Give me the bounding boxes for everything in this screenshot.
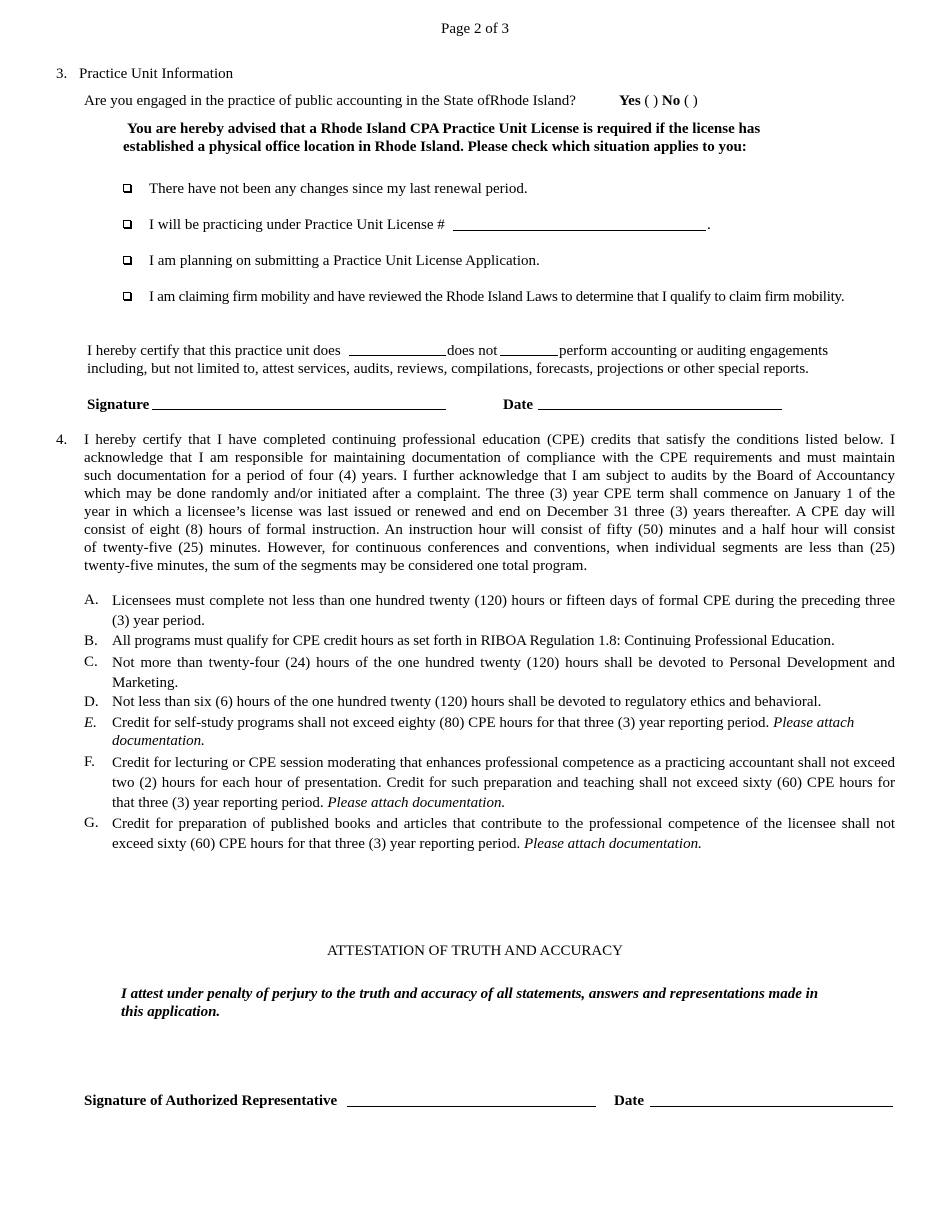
authorized-date-label: Date [614, 1093, 644, 1109]
section3-title: Practice Unit Information [79, 66, 234, 82]
certify-does-field[interactable] [349, 355, 446, 356]
cpe-item-text: Credit for preparation of published books and articles that contribute to the professional competence of the licensee shall not exceed sixty (60) CPE hours for that three (3) year reporting period. [112, 816, 895, 852]
section4-line: acknowledge that I am responsible for maintaining documentation of compliance with the CPE requirements and must maintain [84, 450, 895, 466]
advisory-line-2: established a physical office location in Rhode Island. Please check which situation applies to you: [123, 139, 747, 155]
section4-line: which may be done randomly and/or initiated after a complaint. The three (3) year CPE term shall commence on January 1 of the [84, 486, 895, 502]
signature-label: Signature [87, 397, 150, 413]
section4-number: 4. [56, 432, 68, 448]
section4-line: such documentation for a period of four (4) years. I further acknowledge that I am subject to audits by the Board of Accountancy [84, 468, 895, 484]
cpe-item-letter: A. [84, 592, 99, 608]
authorized-date-field[interactable] [650, 1106, 893, 1107]
attestation-title: ATTESTATION OF TRUTH AND ACCURACY [326, 943, 624, 959]
date-label: Date [503, 397, 533, 413]
cpe-item-letter: B. [84, 633, 98, 649]
certify-perform-label: perform accounting or auditing engagements [559, 343, 829, 359]
section4-line: of twenty-five (25) minutes. However, for continuous conferences and conventions, when individual segments are less than (25) [84, 540, 895, 556]
section4-paragraph [84, 431, 895, 575]
cpe-item-text: Not more than twenty-four (24) hours of the one hundred twenty (120) hours shall be devoted to Personal Development and Marketing. [112, 655, 895, 691]
cpe-item-body [112, 714, 895, 750]
yes-no-choice[interactable] [619, 92, 698, 110]
section4-line: twenty-five minutes, the sum of the segments may be considered one total program. [84, 558, 588, 574]
certify-does-not-label: does not [447, 343, 498, 359]
cpe-item-text: Credit for self-study programs shall not exceed eighty (80) CPE hours for that three (3) year reporting period. [112, 715, 770, 731]
yes-checkbox[interactable]: ( ) [644, 93, 659, 109]
option-application-checkbox[interactable] [123, 256, 131, 264]
authorized-signature-label: Signature of Authorized Representative [84, 1093, 338, 1109]
certify-does-not-field[interactable] [500, 355, 558, 356]
certify-line-2: including, but not limited to, attest services, audits, reviews, compilations, forecasts, projections or other special reports. [87, 361, 809, 377]
option-firm-mobility-label: I am claiming firm mobility and have reviewed the Rhode Island Laws to determine that I qualify to claim firm mobility. [149, 289, 845, 305]
attestation-line-2: this application. [121, 1004, 221, 1020]
section4-line: I hereby certify that I have completed continuing professional education (CPE) credits that satisfy the conditions listed below. I [84, 432, 895, 448]
cpe-item-text: All programs must qualify for CPE credit hours as set forth in RIBOA Regulation 1.8: Continuing Professional Education. [112, 633, 835, 649]
yes-label: Yes [619, 93, 641, 109]
cpe-item-body [112, 814, 895, 854]
section4-line: consist of eight (8) hours of formal instruction. An instruction hour will consist of fifty (50) minutes and a half hour will consist [84, 522, 895, 538]
cpe-item-letter: D. [84, 694, 99, 710]
section3-number: 3. [56, 66, 68, 82]
signature-field[interactable] [152, 409, 446, 410]
cpe-item-letter: E. [84, 715, 97, 731]
option-firm-mobility-checkbox[interactable] [123, 292, 131, 300]
no-checkbox[interactable]: ( ) [684, 93, 698, 109]
no-label: No [661, 93, 681, 109]
authorized-signature-field[interactable] [347, 1106, 596, 1107]
attestation-line-1: I attest under penalty of perjury to the truth and accuracy of all statements, answers and representations made in [121, 986, 819, 1002]
option-practice-unit-period: . [707, 217, 711, 233]
cpe-item-body [112, 753, 895, 813]
cpe-item-text: Licensees must complete not less than one hundred twenty (120) hours or fifteen days of formal CPE during the preceding three (3) year period. [112, 593, 895, 629]
date-field[interactable] [538, 409, 782, 410]
cpe-item-note: Please attach documentation. [523, 836, 702, 852]
cpe-item-note: Please attach documentation. [327, 795, 506, 811]
public-accounting-question: Are you engaged in the practice of public accounting in the State ofRhode Island? [84, 93, 576, 109]
cpe-item-letter: G. [84, 815, 99, 831]
cpe-item-letter: F. [84, 754, 95, 770]
cpe-item-text: Not less than six (6) hours of the one hundred twenty (120) hours shall be devoted to regulatory ethics and behavioral. [112, 694, 822, 710]
section4-line: year in which a licensee’s license was last issued or renewed and end on December 31 three (3) years thereafter. A CPE day will [84, 504, 895, 520]
option-application-label: I am planning on submitting a Practice Unit License Application. [149, 253, 540, 269]
page-label: Page 2 of 3 [441, 21, 509, 37]
practice-unit-license-number-field[interactable] [453, 230, 706, 231]
advisory-line-1: You are hereby advised that a Rhode Island CPA Practice Unit License is required if the license has [127, 121, 761, 137]
option-no-change-label: There have not been any changes since my last renewal period. [149, 181, 528, 197]
certify-does-label: I hereby certify that this practice unit does [87, 343, 341, 359]
cpe-item-letter: C. [84, 654, 98, 670]
option-no-change-checkbox[interactable] [123, 184, 131, 192]
option-practice-unit-label: I will be practicing under Practice Unit License # [149, 217, 445, 233]
option-practice-unit-checkbox[interactable] [123, 220, 131, 228]
cpe-item-text: Credit for lecturing or CPE session moderating that enhances professional competence as a practicing accountant shall not exceed two (2) hours for each hour of presentation. Credit for such preparation and teaching shall not exceed sixty (60) CPE hours for that three (3) year reporting period. [112, 755, 895, 811]
cpe-item-note: Please attach documentation. [112, 715, 855, 749]
